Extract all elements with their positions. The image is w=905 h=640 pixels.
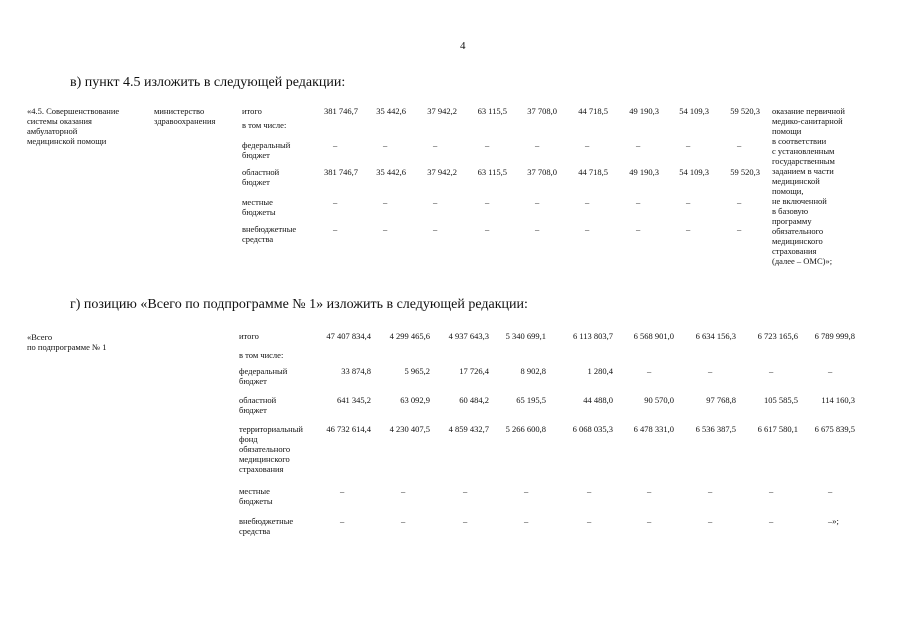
section-g-cell: 6 113 803,7 — [572, 331, 613, 341]
section-v-cell: – — [737, 224, 742, 234]
section-v-measure: «4.5. Совершенствование системы оказания амбулаторной медицинской помощи — [27, 106, 120, 146]
section-g-cell: 17 726,4 — [459, 366, 489, 376]
section-g-cell: 4 230 407,5 — [389, 424, 430, 434]
section-g-cell: 8 902,8 — [520, 366, 546, 376]
section-v-cell: – — [333, 224, 338, 234]
section-v-cell: 59 520,3 — [730, 106, 760, 116]
section-v-cell: 35 442,6 — [376, 167, 406, 177]
section-v-row-label: в том числе: — [242, 120, 287, 130]
section-g-cell: – — [463, 486, 468, 496]
section-g-cell: – — [401, 486, 406, 496]
section-v-cell: – — [737, 140, 742, 150]
section-g-measure: «Всего по подпрограмме № 1 — [27, 332, 107, 352]
section-v-cell: – — [686, 224, 691, 234]
section-g-cell: – — [828, 486, 833, 496]
section-v-cell: 49 190,3 — [629, 167, 659, 177]
section-g-cell: 5 266 600,8 — [505, 424, 546, 434]
section-g-cell: 6 675 839,5 — [814, 424, 855, 434]
section-v-cell: – — [585, 197, 590, 207]
section-g-cell: 33 874,8 — [341, 366, 371, 376]
section-v-result: оказание первичной медико-санитарной помощи в соответствии с установленным государственным заданием в части медицинской помощи, не включенной в базовую программу обязательного медицинского страхования (далее – ОМС)»; — [772, 106, 845, 266]
section-g-cell: – — [587, 486, 592, 496]
section-g-row-label: областной бюджет — [239, 395, 277, 415]
section-v-cell: 54 109,3 — [679, 167, 709, 177]
section-v-cell: – — [686, 197, 691, 207]
section-g-row-label: внебюджетные средства — [239, 516, 294, 536]
section-v-cell: – — [485, 224, 490, 234]
section-g-cell: – — [708, 486, 713, 496]
section-v-cell: 37 942,2 — [427, 106, 457, 116]
section-v-cell: 44 718,5 — [578, 106, 608, 116]
section-g-cell: 44 488,0 — [583, 395, 613, 405]
section-g-cell: – — [524, 486, 529, 496]
section-v-cell: 54 109,3 — [679, 106, 709, 116]
section-g-cell: 4 299 465,6 — [389, 331, 430, 341]
section-g-cell: – — [647, 486, 652, 496]
section-v-cell: 49 190,3 — [629, 106, 659, 116]
section-g-cell: –»; — [828, 516, 839, 526]
section-v-cell: 381 746,7 — [324, 106, 358, 116]
section-g-row-label: местные бюджеты — [239, 486, 273, 506]
section-g-cell: 47 407 834,4 — [326, 331, 371, 341]
section-g-cell: 6 617 580,1 — [757, 424, 798, 434]
section-g-cell: 60 484,2 — [459, 395, 489, 405]
section-v-cell: – — [636, 224, 641, 234]
section-g-cell: 641 345,2 — [337, 395, 371, 405]
section-g-cell: – — [828, 366, 833, 376]
section-g-cell: 105 585,5 — [764, 395, 798, 405]
section-v-cell: 37 708,0 — [527, 167, 557, 177]
section-g-cell: – — [647, 366, 652, 376]
section-v-cell: 381 746,7 — [324, 167, 358, 177]
section-g-cell: – — [647, 516, 652, 526]
section-g-cell: – — [401, 516, 406, 526]
section-v-cell: – — [333, 197, 338, 207]
section-g-cell: 5 965,2 — [404, 366, 430, 376]
section-g-cell: – — [769, 486, 774, 496]
section-g-cell: 46 732 614,4 — [326, 424, 371, 434]
section-v-cell: 63 115,5 — [477, 106, 507, 116]
section-g-cell: – — [340, 516, 345, 526]
section-g-cell: 6 536 387,5 — [695, 424, 736, 434]
section-g-row-label: федеральный бюджет — [239, 366, 288, 386]
section-g-cell: – — [708, 516, 713, 526]
section-v-heading: в) пункт 4.5 изложить в следующей редакции: — [70, 75, 346, 90]
section-v-cell: – — [585, 224, 590, 234]
section-g-cell: 4 859 432,7 — [448, 424, 489, 434]
section-v-cell: 44 718,5 — [578, 167, 608, 177]
page-number: 4 — [460, 40, 466, 52]
section-g-cell: 63 092,9 — [400, 395, 430, 405]
section-g-cell: 97 768,8 — [706, 395, 736, 405]
section-v-cell: 63 115,5 — [477, 167, 507, 177]
section-g-row-label: территориальный фонд обязательного медицинского страхования — [239, 424, 303, 474]
section-g-row-label: в том числе: — [239, 350, 284, 360]
section-v-row-label: областной бюджет — [242, 167, 280, 187]
section-g-cell: – — [587, 516, 592, 526]
section-v-row-label: местные бюджеты — [242, 197, 276, 217]
section-g-heading: г) позицию «Всего по подпрограмме № 1» изложить в следующей редакции: — [70, 297, 528, 312]
section-g-cell: 6 789 999,8 — [814, 331, 855, 341]
section-v-cell: – — [636, 197, 641, 207]
section-v-executor: министерство здравоохранения — [154, 106, 216, 126]
section-g-cell: – — [769, 516, 774, 526]
section-g-cell: 4 937 643,3 — [448, 331, 489, 341]
section-g-cell: – — [524, 516, 529, 526]
section-g-cell: 6 634 156,3 — [695, 331, 736, 341]
section-g-cell: 6 068 035,3 — [572, 424, 613, 434]
section-g-cell: 5 340 699,1 — [505, 331, 546, 341]
section-v-cell: 59 520,3 — [730, 167, 760, 177]
section-v-cell: – — [535, 197, 540, 207]
section-v-cell: – — [535, 140, 540, 150]
section-g-cell: – — [769, 366, 774, 376]
section-g-cell: 65 195,5 — [516, 395, 546, 405]
section-g-row-label: итого — [239, 331, 259, 341]
section-v-cell: – — [383, 140, 388, 150]
section-v-cell: – — [333, 140, 338, 150]
section-v-row-label: федеральный бюджет — [242, 140, 291, 160]
section-g-cell: 114 160,3 — [821, 395, 855, 405]
section-v-cell: – — [433, 140, 438, 150]
section-v-cell: – — [433, 197, 438, 207]
section-v-row-label: итого — [242, 106, 262, 116]
section-g-cell: 6 478 331,0 — [633, 424, 674, 434]
section-g-cell: 1 280,4 — [587, 366, 613, 376]
section-g-cell: – — [340, 486, 345, 496]
section-v-cell: 35 442,6 — [376, 106, 406, 116]
section-v-cell: 37 942,2 — [427, 167, 457, 177]
section-v-cell: – — [686, 140, 691, 150]
section-v-cell: – — [433, 224, 438, 234]
section-v-cell: 37 708,0 — [527, 106, 557, 116]
section-v-cell: – — [383, 224, 388, 234]
section-v-cell: – — [636, 140, 641, 150]
section-g-cell: – — [463, 516, 468, 526]
section-g-cell: 6 723 165,6 — [757, 331, 798, 341]
section-v-row-label: внебюджетные средства — [242, 224, 297, 244]
section-g-cell: – — [708, 366, 713, 376]
section-v-cell: – — [485, 140, 490, 150]
section-v-cell: – — [535, 224, 540, 234]
section-g-cell: 6 568 901,0 — [633, 331, 674, 341]
section-g-cell: 90 570,0 — [644, 395, 674, 405]
section-v-cell: – — [383, 197, 388, 207]
section-v-cell: – — [737, 197, 742, 207]
section-v-cell: – — [485, 197, 490, 207]
section-v-cell: – — [585, 140, 590, 150]
